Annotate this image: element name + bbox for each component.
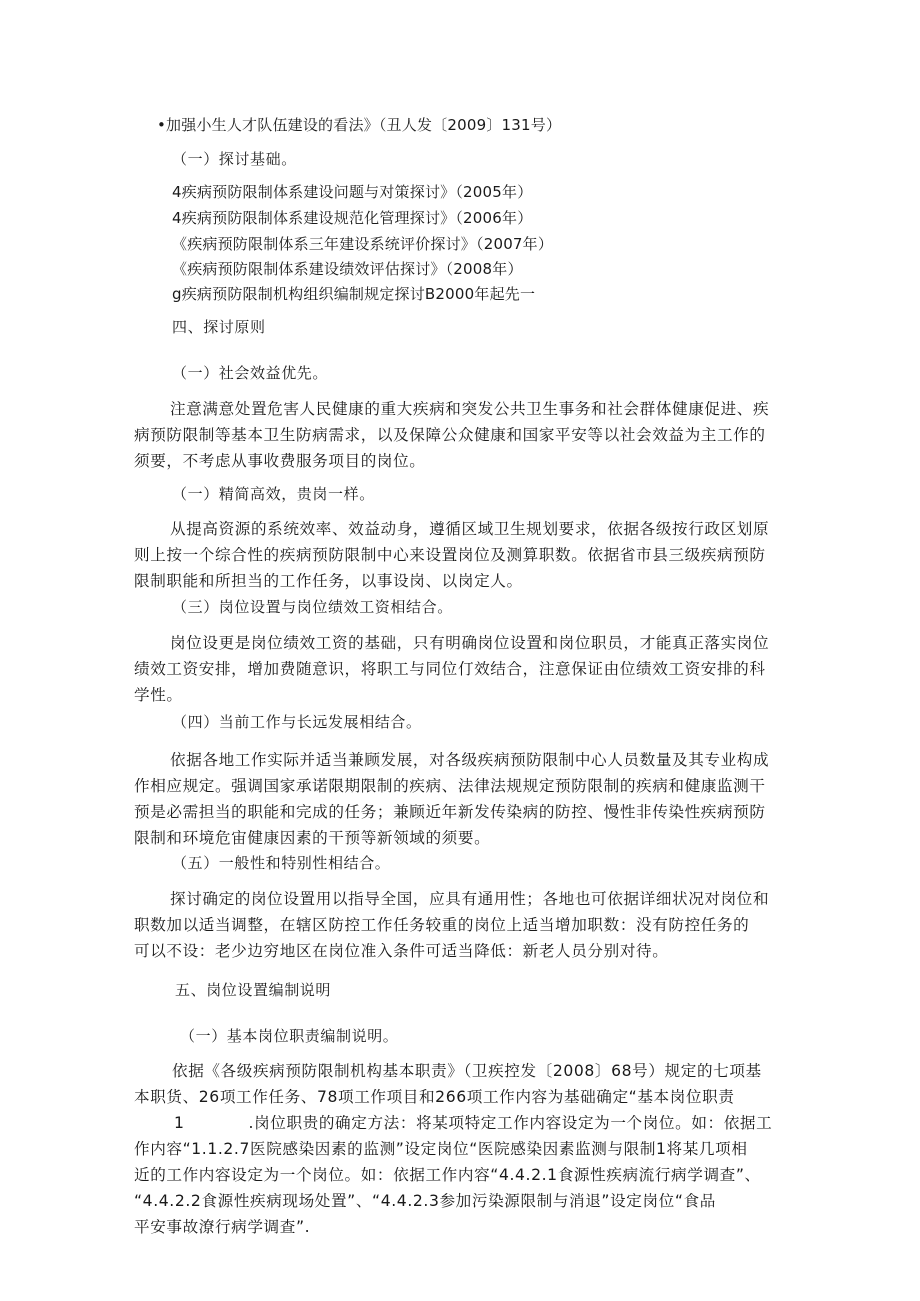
reference-item: 《疾病预防限制体系三年建设系统评价探讨》（2007年） — [172, 235, 554, 253]
item-number: 1 — [174, 1114, 185, 1132]
reference-item: g疾病预防限制机构组织编制规定探讨B2000年起先一 — [172, 285, 536, 303]
section-heading-description: 五、岗位设置编制说明 — [175, 981, 332, 999]
item-text: .岗位职贵的确定方法：将某项特定工作内容设定为一个岗位。如：依据工 — [248, 1114, 773, 1132]
principle-paragraph — [134, 396, 794, 474]
paragraph-line: 职数加以适当调整，在辖区防控工作任务较重的岗位上适当增加职数：没有防控任务的 — [134, 916, 750, 934]
paragraph-line: 本职货、26项工作任务、78项工作项目和266项工作内容为基础确定“基本岗位职责 — [134, 1088, 735, 1106]
paragraph-line: 则上按一个综合性的疾病预防限制中心来设置岗位及测算职数。依据省市县三级疾病预防 — [134, 546, 766, 564]
principle-title: （五）一般性和特别性相结合。 — [172, 854, 391, 872]
paragraph-line: 依据各地工作实际并适当兼顾发展，对各级疾病预防限制中心人员数量及其专业构成 — [170, 751, 770, 769]
paragraph-line: 从提高资源的系统效率、效益动身，遵循区域卫生规划要求，依据各级按行政区划原 — [170, 520, 770, 538]
intro-line: •加强小生人才队伍建设的看法》（丑人发〔2009〕131号） — [157, 116, 562, 134]
principle-title: （一）精简高效，贵岗一样。 — [172, 485, 375, 503]
paragraph-line: 学性。 — [134, 686, 183, 704]
numbered-item-line — [134, 1110, 794, 1136]
description-subheading: （一）基本岗位职责编制说明。 — [180, 1027, 399, 1045]
paragraph-line: “4.4.2.2食源性疾病现场处置”、“4.4.2.3参加污染源限制与消退”设定岗位“食品 — [134, 1192, 716, 1210]
section-heading-principles: 四、探讨原则 — [172, 318, 266, 336]
basis-subheading: （一）探讨基础。 — [172, 150, 297, 168]
paragraph-line: 绩效工资安排，增加费随意识，将职工与同位仃效结合，注意保证由位绩效工资安排的科 — [134, 660, 766, 678]
paragraph-line: 近的工作内容设定为一个岗位。如：依据工作内容“4.4.2.1食源性疾病流行病学调查”、 — [134, 1166, 761, 1184]
reference-item: 4疾病预防限制体系建设规范化管理探讨》（2006年） — [172, 209, 533, 227]
principle-title: （一）社会效益优先。 — [172, 364, 329, 382]
paragraph-line: 注意满意处置危害人民健康的重大疾病和突发公共卫生事务和社会群体健康促进、疾 — [170, 400, 770, 418]
paragraph-line: 依据《各级疾病预防限制机构基本职责》（卫疾控发〔2008〕68号）规定的七项基 — [172, 1062, 762, 1080]
principle-paragraph — [134, 886, 794, 964]
paragraph-line: 预是必需担当的职能和完成的任务；兼顾近年新发传染病的防控、慢性非传染性疾病预防 — [134, 803, 766, 821]
paragraph-line: 探讨确定的岗位设置用以指导全国，应具有通用性；各地也可依据详细状况对岗位和 — [170, 890, 770, 908]
description-paragraph — [134, 1058, 794, 1240]
principle-paragraph — [134, 516, 794, 594]
principle-paragraph — [134, 747, 794, 851]
paragraph-line: 病预防限制等基本卫生防病需求，以及保障公众健康和国家平安等以社会效益为主工作的 — [134, 426, 766, 444]
principle-title: （四）当前工作与长远发展相结合。 — [172, 713, 422, 731]
paragraph-line: 平安事故潦行病学调查”. — [134, 1218, 311, 1236]
paragraph-line: 须要，不考虑从事收费服务项目的岗位。 — [134, 452, 426, 470]
paragraph-line: 可以不设：老少边穷地区在岗位准入条件可适当降低：新老人员分别对待。 — [134, 942, 669, 960]
principle-paragraph — [134, 630, 794, 708]
reference-item: 《疾病预防限制体系建设绩效评估探讨》（2008年） — [172, 260, 523, 278]
paragraph-line: 作内容“1.1.2.7医院感染因素的监测”设定岗位“医院感染因素监测与限制1将某几项相 — [134, 1140, 748, 1158]
paragraph-line: 限制和环境危宙健康因素的干预等新领域的须要。 — [134, 829, 491, 847]
principle-title: （三）岗位设置与岗位绩效工资相结合。 — [172, 598, 453, 616]
paragraph-line: 岗位设更是岗位绩效工资的基础，只有明确岗位设置和岗位职员，才能真正落实岗位 — [170, 634, 770, 652]
reference-item: 4疾病预防限制体系建设问题与对策探讨》（2005年） — [172, 183, 533, 201]
paragraph-line: 限制职能和所担当的工作任务，以事设岗、以岗定人。 — [134, 572, 523, 590]
paragraph-line: 作相应规定。强调国家承诺限期限制的疾病、法律法规规定预防限制的疾病和健康监测干 — [134, 777, 766, 795]
